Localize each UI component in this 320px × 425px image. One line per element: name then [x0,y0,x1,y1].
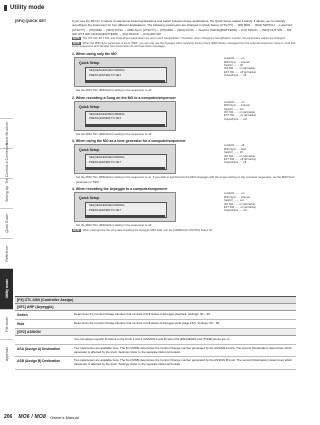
lcd-dialog: SEQUENCER RECORDING PRESS [ENTER] TO SET [85,154,167,170]
chapter-sidebar [0,118,13,369]
step-caption: Set the MIDI Thru (MIDI Echo) setting in the sequencer to off. [76,88,152,93]
tab-reference[interactable]: Reference [0,238,13,268]
param-item: SeqCtrl ........ out [224,107,244,111]
param-item: INT SW ....... on (all tracks) [224,202,256,206]
step-caption: Set the MIDI Thru (MIDI Echo) setting in the sequencer to off. [76,223,152,228]
subsection-arp: [SF1] ARP (Arpeggio) [15,304,296,311]
table-row: Switch Determines the Control Change Number that controls on/off status of Arpeggio playback. Settings: 00 ~ 95 [15,311,296,320]
tab-utility-mode[interactable]: Utility mode [0,268,13,309]
param-item: LocalCtrl ........ on [224,192,245,196]
param-item: SeqCtrl ........ out [224,199,244,203]
quick-set-body: If you use the MO for a variety of sequencer-based applications and switch between those applications, the Quick Setup makes it handy. It allows you to instantly reconfigure the instrument for four different applications. The following parameters are changed in Quick Setup: [UTILITY] → [F5] MIDI → [SF2] SWITCH → Local Ctrl; [UTILITY] → [F5] MIDI → [SF3] SYNC → MIDI Sync; [UTILITY] → [F5] MIDI → [SF3] SYNC → SeqCtrl; [SONG]/[PATTERN] → [F3] TRACK → [SF3] OUT SW → INT SW, EXT SW; [SONG]/[PATTERN] → [F3] TRACK → [F4] ARP SW [72,19,293,36]
step-2 [72,96,296,137]
lcd-screen [74,101,176,131]
param-item: Output/Input ..... off [224,74,247,78]
param-item: EXT SW ....... off (all tracks) [224,158,256,162]
lcd-dialog: SEQUENCER RECORDING PRESS [ENTER] TO SET [85,202,167,218]
lcd-title: Quick Setup [79,104,100,109]
page-number: 206 [4,414,13,420]
lcd-bar [85,167,165,170]
param-list [224,57,256,87]
param-list [224,192,256,222]
note-2: NOTE When the MIDI Sync parameter is set to 'MIDI', you can only use the Arpeggio when receiving Timing Clock (MIDI Clock) messages from the external sequencer. Keep in mind that some sequencers and Yamaha Tone Generators do not have these messages. [72,41,296,49]
section-heading: [F4] CTL ASN (Controller Assign) [15,297,296,304]
lcd-title: Quick Setup [79,148,100,153]
header-marker [4,5,7,11]
page-footer [4,413,296,421]
table-row: ASA (Assign A) Destination Two parameters are available here. The first (MSB) determines the Control Change number generated by the ASSIGN A knob. The second (Destination) determines which parameter is affected by the knob. Settings: Refer to the separate Data List booklet. [15,345,296,358]
param-item: EXT SW ....... on (all tracks) [224,205,256,209]
tab-setting-up[interactable]: Setting Up [0,178,13,208]
note-1: NOTE The INT SW, EXT SW, and Output/Input parameters are set to each Song/Pattern. Therefore, when changing a Song/Pattern number, the parameters values are changed. [73,37,286,41]
product-logo: MO6 / MO8 [18,414,46,420]
step-3 [72,139,296,184]
lcd-screen [74,57,176,87]
lcd-title: Quick Setup [79,61,100,66]
param-item: MIDI Sync ..... internal [224,195,250,199]
header-title: Utility mode [10,5,45,11]
tab-controls-connectors[interactable]: The Controls & Connectors [0,148,13,178]
param-item: MIDI Sync ..... auto [224,147,247,151]
param-item: SeqCtrl ........ off [224,151,243,155]
lcd-bar [85,80,165,83]
page-header [4,4,44,12]
table-row: ASB (Assign B) Destination Two parameters are available here. The first (MSB) determines the Control Change number generated by the ASSIGN B knob. The second (Destination) determines which parameter is affected by the knob. Settings: Refer to the separate Data List booklet. [15,357,296,370]
step-title: 2. When recording a Song on the MO to a computer/sequencer [72,95,176,100]
param-item: LocalCtrl ........ on [224,100,245,104]
step-title: 4. When recording the Arpeggio to a computer/sequencer [72,187,168,192]
step-4 [72,187,296,232]
param-item: EXT SW ....... on (all tracks) [224,114,256,118]
subsection-assign: [SF2] ASSIGN [15,329,296,336]
param-item: Output/Input ..... off [224,161,247,165]
lcd-dialog: SEQUENCER RECORDING PRESS [ENTER] TO SET [85,67,167,83]
lcd-bar [85,215,165,218]
param-item: Output/Input ..... out [224,209,247,213]
param-list [224,101,256,131]
lcd-bar [85,124,165,127]
tab-appendix[interactable]: Appendix [0,339,13,369]
tab-basic-structure[interactable]: Basic Structure [0,118,13,148]
step-title: 3. When using the MO as a tone generator for a computer/sequencer [72,139,186,144]
quick-set-label: [SF4] QUICK SET [15,19,47,23]
param-item: LocalCtrl ........ on [224,57,245,61]
param-list [224,144,256,174]
quick-set-section [15,19,296,232]
param-item: SeqCtrl ........ off [224,64,243,68]
manual-title: Owner's Manual [49,414,79,420]
step-caption: Set the MIDI Thru (MIDI Echo) setting in the sequencer to off. [76,131,152,136]
lcd-screen [74,192,176,222]
step-title: 1. When using only the MO [72,51,117,56]
step-caption: Set the MIDI Thru (MIDI Echo) setting in the sequencer to on. If you wish to synchronize the MO's Arpeggio with the tempo setting on the computer sequencer, set the MIDI Sync parameter to 'MIDI.' [76,175,295,184]
param-item: INT SW ....... on (all tracks) [224,111,256,115]
table-row: Hold Determines the Control Change Number that controls on/off status of Arpeggio Hold (page 152). Settings: 00 ~ 95 [15,320,296,329]
param-item: Output/Input ..... out [224,117,247,121]
param-item: INT SW ....... on (all tracks) [224,67,256,71]
lcd-title: Quick Setup [79,196,100,201]
param-item: INT SW ....... on (all tracks) [224,154,256,158]
table-row: You can assign specific functions to the Knob 1 and 2 (ASSIGN A and B) when the [PAN/SEND] and [TONE] lamps are on. [15,336,296,345]
param-item: MIDI Sync ..... internal [224,60,250,64]
lcd-screen [74,144,176,174]
lcd-dialog: SEQUENCER RECORDING PRESS [ENTER] TO SET [85,111,167,127]
tab-quick-guide[interactable]: Quick Guide [0,208,13,238]
step-1 [72,52,296,93]
param-item: MIDI Sync ..... internal [224,104,250,108]
param-item: EXT SW ....... off (all tracks) [224,70,256,74]
controller-assign-table [15,296,296,370]
step-note: NOTE When playing back the song data including the Arpeggio MIDI data, turn the [ARPEGGIO ON/OFF] button off. [73,228,213,232]
param-item: LocalCtrl ........ off [224,144,245,148]
tab-file-mode[interactable]: File mode [0,309,13,339]
